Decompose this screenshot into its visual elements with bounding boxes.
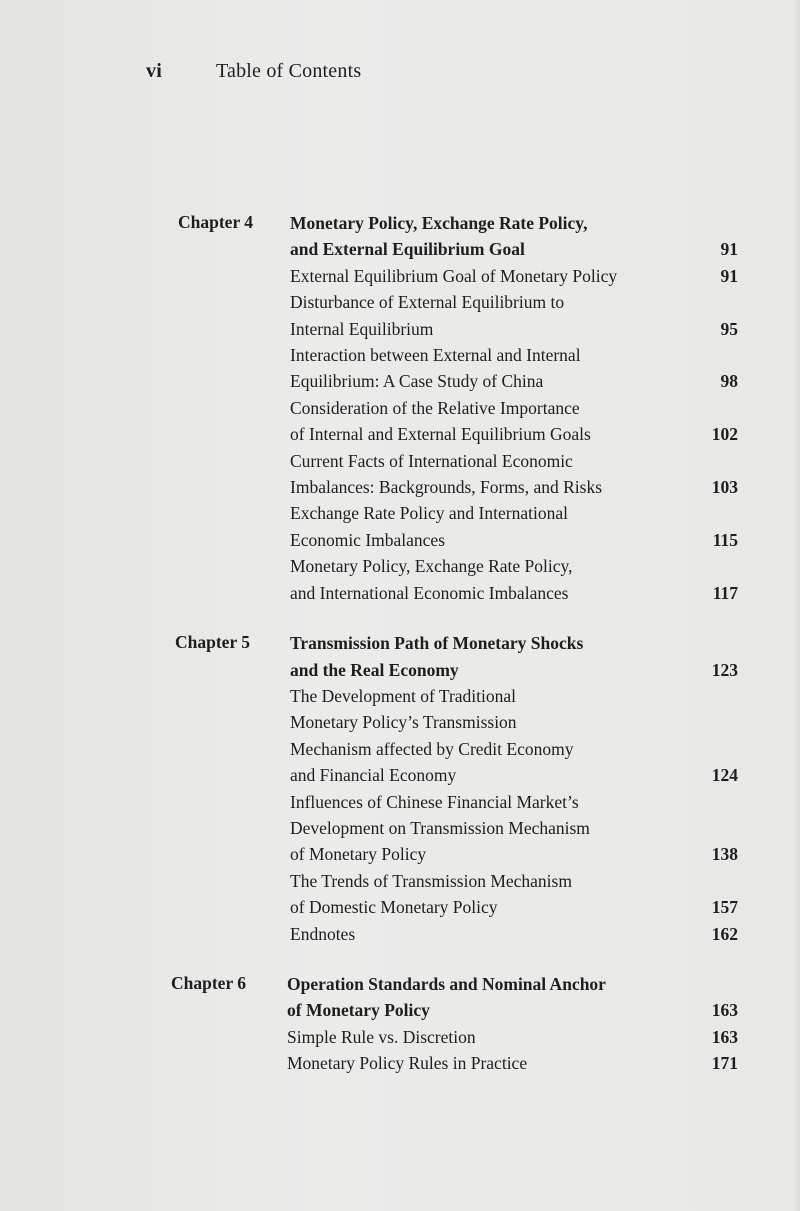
entry-line: Interaction between External and Internal — [290, 345, 581, 366]
chapter-entries — [290, 630, 738, 947]
entry-line: of Internal and External Equilibrium Goals — [290, 424, 591, 445]
entry-line: of Domestic Monetary Policy — [290, 897, 498, 918]
entry-line: Equilibrium: A Case Study of China — [290, 371, 544, 392]
entry-page-number: 171 — [711, 1053, 738, 1074]
chapter-4-section — [0, 210, 800, 606]
entry-page-number: 163 — [711, 1000, 738, 1021]
chapter-label: Chapter 5 — [175, 632, 251, 653]
entry-page-number: 124 — [711, 765, 738, 786]
toc-entry[interactable] — [290, 395, 738, 448]
chapter-label: Chapter 4 — [178, 212, 254, 232]
entry-line: The Development of Traditional — [290, 685, 517, 706]
toc-entry[interactable] — [290, 289, 738, 342]
entry-line: Economic Imbalances — [290, 529, 446, 550]
entry-line: Disturbance of External Equilibrium to — [290, 292, 565, 313]
chapter-6-section — [0, 971, 800, 1077]
toc-entry[interactable] — [287, 1024, 738, 1050]
entry-line: Monetary Policy, Exchange Rate Policy, — [290, 556, 573, 577]
entry-page-number: 115 — [712, 529, 738, 550]
entry-line: Exchange Rate Policy and International — [290, 503, 568, 524]
toc-entry-chapter-title[interactable] — [287, 971, 738, 1024]
running-head — [146, 60, 361, 83]
entry-line: External Equilibrium Goal of Monetary Policy — [290, 265, 618, 286]
entry-line: Operation Standards and Nominal Anchor — [287, 973, 606, 994]
toc-entry[interactable] — [290, 921, 738, 947]
chapter-entries — [290, 210, 738, 606]
entry-line: and External Equilibrium Goal — [290, 239, 525, 260]
entry-line: Imbalances: Backgrounds, Forms, and Risks — [290, 477, 603, 498]
entry-line: Internal Equilibrium — [290, 318, 434, 339]
entry-page-number: 103 — [711, 477, 738, 498]
entry-line: Consideration of the Relative Importance — [290, 397, 580, 418]
toc-entry[interactable] — [290, 448, 738, 501]
entry-line: Monetary Policy Rules in Practice — [287, 1053, 528, 1074]
entry-line: and Financial Economy — [290, 765, 457, 786]
entry-page-number: 102 — [711, 424, 738, 445]
page-number: vi — [146, 60, 162, 82]
entry-line: Monetary Policy, Exchange Rate Policy, — [290, 213, 588, 233]
entry-line: Simple Rule vs. Discretion — [287, 1026, 476, 1047]
entry-line: and International Economic Imbalances — [290, 582, 569, 603]
table-of-contents — [0, 210, 800, 1101]
chapter-entries — [287, 971, 738, 1077]
chapter-label: Chapter 6 — [171, 972, 247, 993]
toc-entry[interactable] — [290, 500, 738, 553]
toc-entry[interactable] — [290, 789, 738, 868]
entry-line: of Monetary Policy — [290, 844, 427, 865]
toc-entry[interactable] — [290, 263, 738, 289]
entry-line: The Trends of Transmission Mechanism — [290, 870, 572, 891]
toc-entry[interactable] — [287, 1050, 738, 1076]
entry-line: Development on Transmission Mechanism — [290, 817, 590, 838]
entry-page-number: 95 — [720, 318, 738, 339]
running-head-title: Table of Contents — [216, 60, 362, 82]
toc-entry-chapter-title[interactable] — [290, 630, 738, 683]
entry-page-number: 138 — [711, 844, 738, 865]
entry-page-number: 117 — [712, 582, 738, 603]
toc-entry[interactable] — [290, 683, 738, 789]
entry-page-number: 91 — [720, 239, 738, 260]
entry-line: Mechanism affected by Credit Economy — [290, 738, 574, 759]
entry-line: Current Facts of International Economic — [290, 450, 573, 471]
entry-page-number: 98 — [720, 371, 738, 392]
toc-entry-chapter-title[interactable] — [290, 210, 738, 263]
entry-page-number: 163 — [711, 1026, 738, 1047]
entry-line: Influences of Chinese Financial Market’s — [290, 791, 579, 812]
toc-entry[interactable] — [290, 868, 738, 921]
entry-line: and the Real Economy — [290, 659, 459, 680]
entry-page-number: 162 — [711, 923, 738, 944]
entry-page-number: 157 — [711, 897, 738, 918]
chapter-5-section — [0, 630, 800, 947]
entry-page-number: 123 — [711, 659, 738, 680]
entry-line: Endnotes — [290, 923, 356, 944]
entry-line: Monetary Policy’s Transmission — [290, 712, 517, 733]
toc-entry[interactable] — [290, 553, 738, 606]
toc-entry[interactable] — [290, 342, 738, 395]
entry-line: Transmission Path of Monetary Shocks — [290, 633, 584, 654]
entry-line: of Monetary Policy — [287, 1000, 430, 1021]
entry-page-number: 91 — [720, 265, 738, 286]
